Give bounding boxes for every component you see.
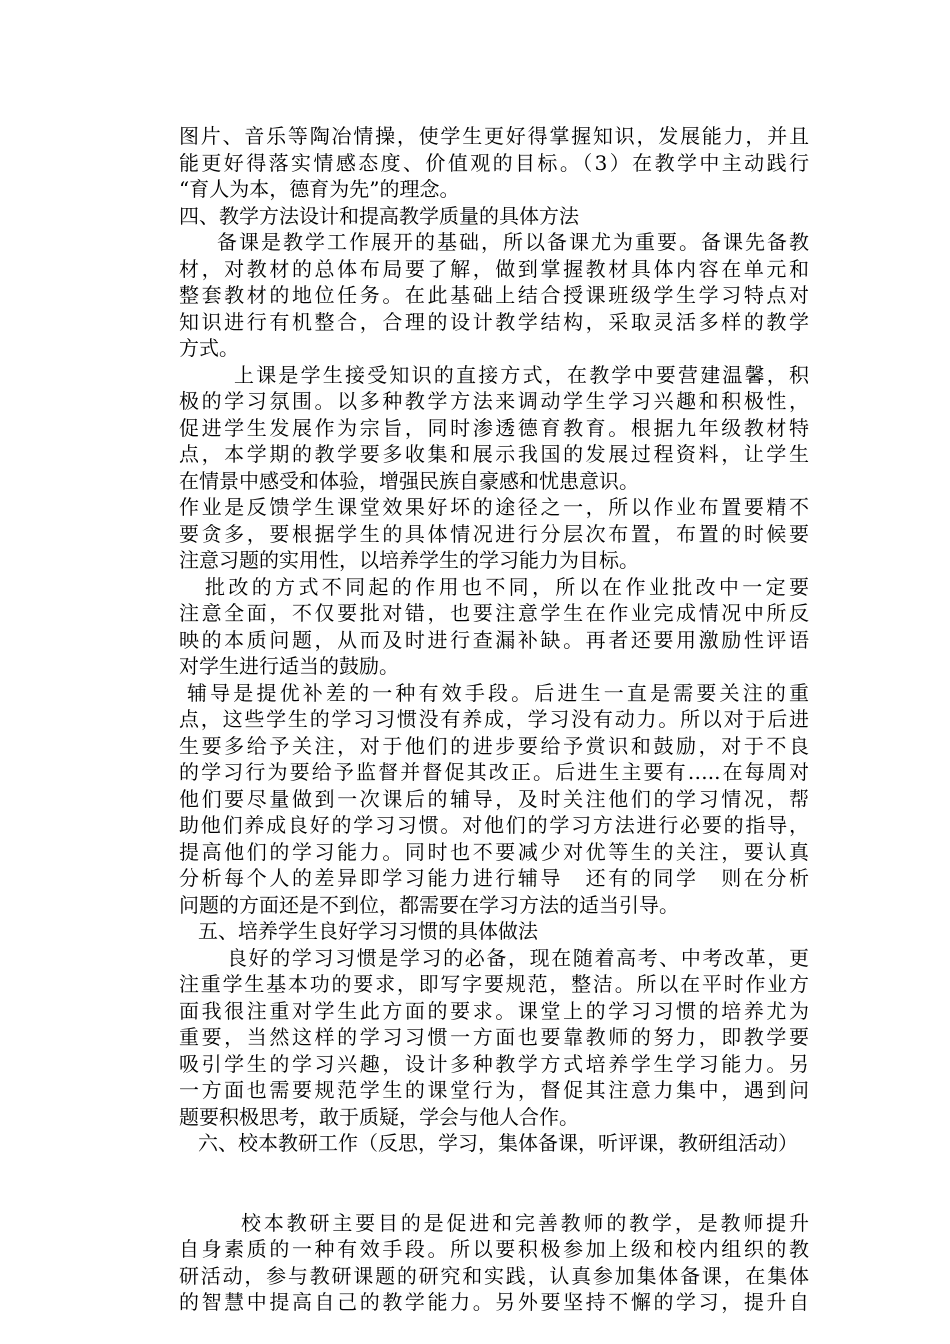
text-line: 题要积极思考，敢于质疑，学会与他人合作。 — [179, 1104, 579, 1129]
document-page — [179, 123, 809, 1316]
text-line: 六、校本教研工作（反思，学习，集体备课，听评课，教研组活动） — [198, 1131, 798, 1155]
text-line: 自身素质的一种有效手段。所以要积极参加上级和校内组织的教 — [179, 1237, 809, 1261]
text-line: 良好的学习习惯是学习的必备，现在随着高考、中考改革，更 — [227, 945, 809, 970]
text-line: 材，对教材的总体布局要了解，做到掌握教材具体内容在单元和 — [179, 256, 809, 281]
text-line: 能更好得落实情感态度、价值观的目标。（3）在教学中主动践行 — [179, 150, 809, 175]
text-line: 的智慧中提高自己的教学能力。另外要坚持不懈的学习，提升自 — [179, 1290, 809, 1314]
text-line: 点，本学期的教学要多收集和展示我国的发展过程资料，让学生 — [179, 442, 809, 466]
text-line: 要贪多，要根据学生的具体情况进行分层次布置，布置的时候要 — [179, 521, 809, 546]
text-line: 图片、音乐等陶冶情操，使学生更好得掌握知识，发展能力，并且 — [179, 124, 809, 148]
text-line: 问题的方面还是不到位，都需要在学习方法的适当引导。 — [179, 892, 679, 917]
text-line: 知识进行有机整合，合理的设计教学结构，采取灵活多样的教学 — [179, 309, 809, 334]
text-line: 四、教学方法设计和提高教学质量的具体方法 — [179, 203, 579, 228]
text-line: “育人为本，德育为先”的理念。 — [179, 177, 460, 201]
text-line: 助他们养成良好的学习习惯。对他们的学习方法进行必要的指导， — [179, 813, 809, 837]
blank-line — [179, 1157, 809, 1210]
text-line: 重要，当然这样的学习习惯一方面也要靠教师的努力，即教学要 — [179, 1025, 809, 1049]
text-line: 辅导是提优补差的一种有效手段。后进生一直是需要关注的重 — [187, 680, 809, 705]
text-line: 注重学生基本功的要求，即写字要规范，整洁。所以在平时作业方 — [179, 972, 809, 996]
text-line: 批改的方式不同起的作用也不同，所以在作业批改中一定要 — [205, 574, 809, 599]
text-line: 极的学习氛围。以多种教学方法来调动学生学习兴趣和积极性， — [179, 389, 809, 413]
text-line: 生要多给予关注，对于他们的进步要给予赏识和鼓励，对于不良 — [179, 733, 809, 758]
text-line: 上课是学生接受知识的直接方式，在教学中要营建温馨，积 — [234, 362, 809, 387]
text-line: 方式。 — [179, 336, 239, 360]
text-line: 他们要尽量做到一次课后的辅导，及时关注他们的学习情况，帮 — [179, 786, 809, 811]
text-line: 五、培养学生良好学习习惯的具体做法 — [198, 919, 538, 943]
text-line: 注意习题的实用性，以培养学生的学习能力为目标。 — [179, 548, 639, 572]
text-line: 吸引学生的学习兴趣，设计多种教学方式培养学生学习能力。另 — [179, 1051, 809, 1076]
text-line: 校本教研主要目的是促进和完善教师的教学，是教师提升 — [241, 1210, 809, 1235]
text-line: 注意全面，不仅要批对错，也要注意学生在作业完成情况中所反 — [179, 601, 809, 625]
text-line: 面我很注重对学生此方面的要求。课堂上的学习习惯的培养尤为 — [179, 998, 809, 1023]
text-line: 映的本质问题，从而及时进行查漏补缺。再者还要用激励性评语 — [179, 627, 809, 652]
text-line: 的学习行为要给予监督并督促其改正。后进生主要有…..在每周对 — [179, 760, 809, 784]
text-line: 提高他们的学习能力。同时也不要减少对优等生的关注，要认真 — [179, 839, 809, 864]
text-line: 对学生进行适当的鼓励。 — [179, 654, 399, 678]
text-line: 分析每个人的差异即学习能力进行辅导 还有的同学 则在分析 — [179, 866, 809, 890]
text-line: 研活动，参与教研课题的研究和实践，认真参加集体备课，在集体 — [179, 1263, 809, 1288]
text-line: 整套教材的地位任务。在此基础上结合授课班级学生学习特点对 — [179, 283, 809, 307]
text-line: 在情景中感受和体验，增强民族自豪感和忧患意识。 — [179, 468, 639, 493]
text-line: 点，这些学生的学习习惯没有养成，学习没有动力。所以对于后进 — [179, 707, 809, 731]
text-line: 促进学生发展作为宗旨，同时渗透德育教育。根据九年级教材特 — [179, 415, 809, 440]
text-line: 一方面也需要规范学生的课堂行为，督促其注意力集中，遇到问 — [179, 1078, 809, 1102]
text-line: 作业是反馈学生课堂效果好坏的途径之一，所以作业布置要精不 — [179, 495, 809, 519]
text-line: 备课是教学工作展开的基础，所以备课尤为重要。备课先备教 — [217, 230, 809, 254]
